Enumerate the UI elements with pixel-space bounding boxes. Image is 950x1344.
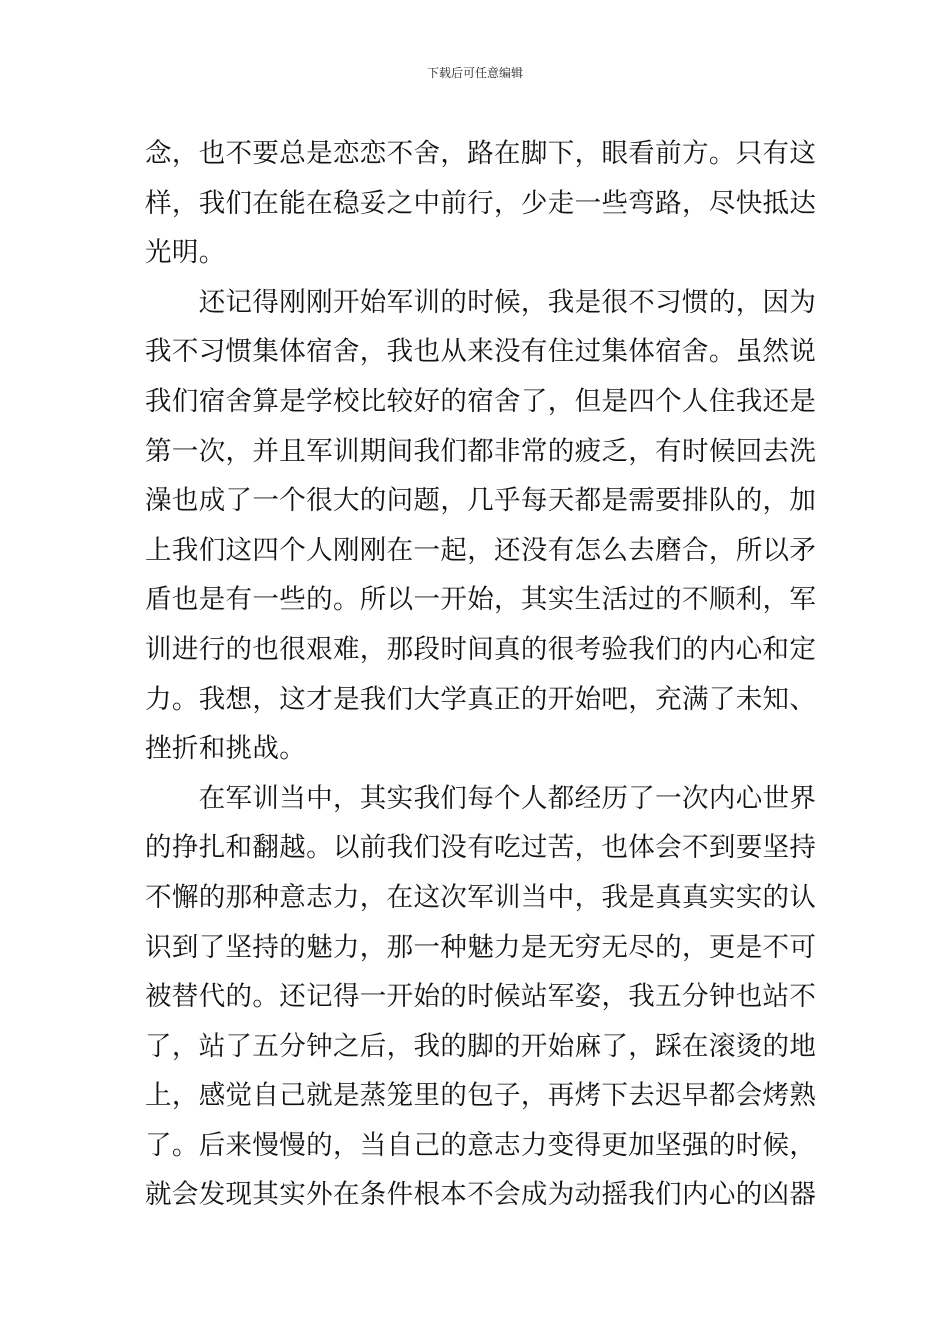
paragraph-1: [145, 129, 817, 278]
paragraph-3: [145, 774, 817, 1220]
text-line: 了，站了五分钟之后，我的脚的开始麻了，踩在滚烫的地: [145, 1030, 817, 1062]
text-line: 样，我们在能在稳妥之中前行，少走一些弯路，尽快抵达: [145, 187, 817, 219]
text-line: 就会发现其实外在条件根本不会成为动摇我们内心的凶器: [145, 1179, 817, 1211]
text-line: 盾也是有一些的。所以一开始，其实生活过的不顺利，军: [145, 584, 817, 616]
text-line: 的挣扎和翻越。以前我们没有吃过苦，也体会不到要坚持: [145, 832, 817, 864]
text-line: 第一次，并且军训期间我们都非常的疲乏，有时候回去洗: [145, 435, 817, 467]
text-line: 挫折和挑战。: [145, 733, 307, 765]
text-line: 念，也不要总是恋恋不舍，路在脚下，眼看前方。只有这: [145, 138, 817, 169]
text-line: 被替代的。还记得一开始的时候站军姿，我五分钟也站不: [145, 981, 817, 1013]
text-line: 我不习惯集体宿舍，我也从来没有住过集体宿舍。虽然说: [145, 336, 817, 368]
text-line: 不懈的那种意志力，在这次军训当中，我是真真实实的认: [145, 881, 817, 913]
document-body: [145, 129, 817, 1220]
text-line: 上，感觉自己就是蒸笼里的包子，再烤下去迟早都会烤熟: [145, 1080, 817, 1112]
page-header: 下载后可任意编辑: [426, 66, 523, 80]
text-line: 识到了坚持的魅力，那一种魅力是无穷无尽的，更是不可: [145, 931, 817, 963]
text-line: 在军训当中，其实我们每个人都经历了一次内心世界: [145, 782, 817, 814]
text-line: 力。我想，这才是我们大学真正的开始吧，充满了未知、: [145, 683, 817, 715]
text-line: 了。后来慢慢的，当自己的意志力变得更加坚强的时候，: [145, 1129, 817, 1161]
text-line: 上我们这四个人刚刚在一起，还没有怎么去磨合，所以矛: [145, 534, 817, 566]
text-line: 光明。: [145, 237, 226, 269]
text-line: 澡也成了一个很大的问题，几乎每天都是需要排队的，加: [145, 485, 817, 517]
paragraph-2: [145, 278, 817, 774]
text-line: 还记得刚刚开始军训的时候，我是很不习惯的，因为: [145, 286, 817, 318]
text-line: 训进行的也很艰难，那段时间真的很考验我们的内心和定: [145, 633, 817, 665]
text-line: 我们宿舍算是学校比较好的宿舍了，但是四个人住我还是: [145, 385, 817, 417]
